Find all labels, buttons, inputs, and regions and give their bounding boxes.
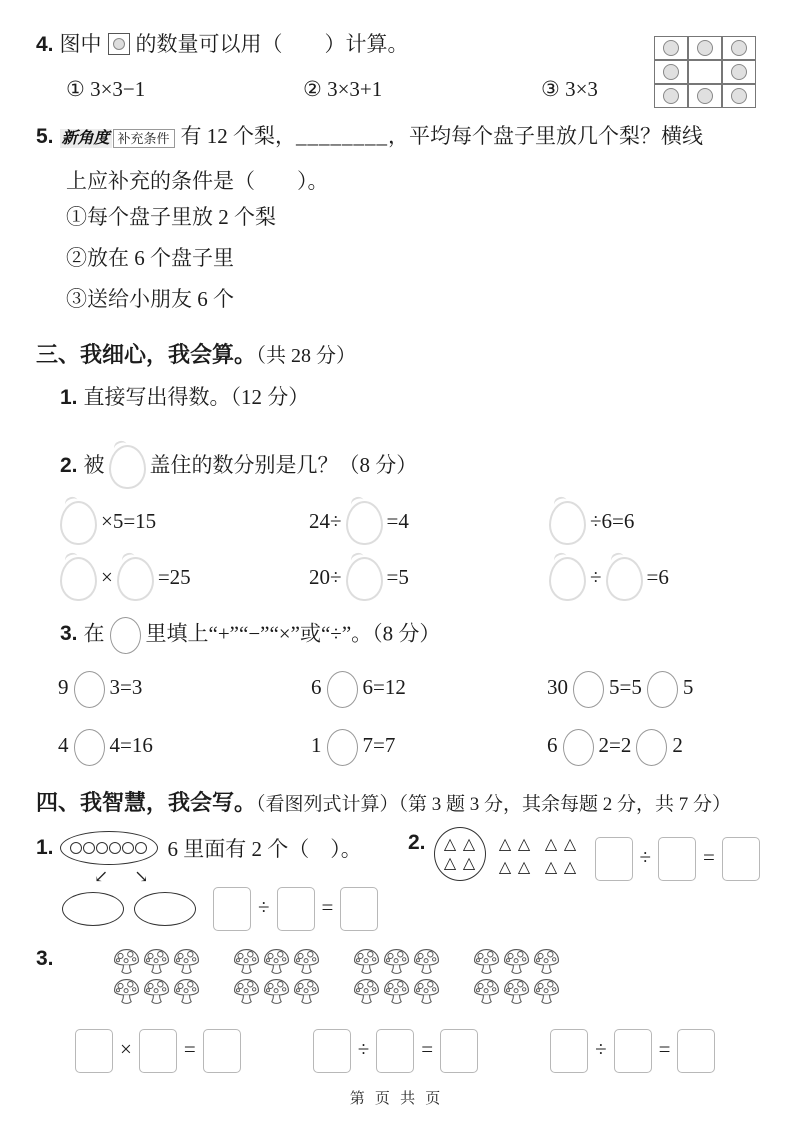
question-5-text-b: ，平均每个盘子里放几个梨？横线 bbox=[388, 124, 704, 148]
triangle-icon: △ bbox=[517, 859, 531, 876]
mushroom-icon bbox=[112, 947, 141, 976]
equation-text: 2=2 bbox=[598, 733, 632, 757]
mushroom-icon bbox=[502, 977, 531, 1006]
box-answer-placeholder[interactable] bbox=[376, 1029, 414, 1073]
triangle-icon: △ bbox=[462, 836, 476, 853]
box-answer-placeholder[interactable] bbox=[440, 1029, 478, 1073]
equation-text: 24÷ bbox=[309, 509, 342, 533]
arrow-down-right-icon: ↘ bbox=[134, 867, 149, 886]
box-answer-placeholder[interactable] bbox=[75, 1029, 113, 1073]
circle-answer-placeholder[interactable] bbox=[74, 671, 105, 708]
equation-text: 1 bbox=[311, 733, 322, 757]
grid-cell-circle bbox=[722, 36, 756, 60]
section-4-row-1 bbox=[36, 831, 765, 931]
q3-number: 3. bbox=[60, 622, 78, 646]
mushroom-icon bbox=[472, 977, 501, 1006]
circle-answer-placeholder[interactable] bbox=[647, 671, 678, 708]
triangle-icon: △ bbox=[563, 859, 577, 876]
equation bbox=[306, 1029, 485, 1073]
peach-answer-placeholder[interactable] bbox=[60, 557, 97, 601]
q1-diagram-bottom bbox=[62, 887, 408, 931]
circle-icon bbox=[697, 88, 713, 104]
equation bbox=[68, 1029, 248, 1073]
mushroom-group bbox=[352, 947, 442, 1007]
box-answer-placeholder[interactable] bbox=[277, 887, 315, 931]
mushroom-icon bbox=[472, 947, 501, 976]
arrow-down-left-icon: ↙ bbox=[94, 867, 109, 886]
section-3-title-bold: 三、我细心，我会算。 bbox=[36, 342, 257, 367]
equation bbox=[309, 551, 545, 603]
box-answer-placeholder[interactable] bbox=[213, 887, 251, 931]
equation-text: =6 bbox=[646, 565, 669, 589]
question-5-option-3: ③送给小朋友 6 个 bbox=[66, 287, 234, 311]
peach-cover-icon bbox=[109, 445, 146, 489]
triangle-group bbox=[542, 835, 580, 881]
equation-text: 3=3 bbox=[109, 675, 143, 699]
mushroom-icon bbox=[292, 977, 321, 1006]
triangle-icon: △ bbox=[544, 836, 558, 853]
equation bbox=[56, 551, 309, 603]
dot-icon bbox=[96, 842, 108, 854]
peach-answer-placeholder[interactable] bbox=[60, 501, 97, 545]
equation-text: = bbox=[703, 844, 715, 869]
grid-cell-circle bbox=[654, 36, 688, 60]
mushroom-group bbox=[472, 947, 562, 1007]
option-2: ② 3×3+1 bbox=[303, 77, 383, 101]
equation bbox=[545, 551, 765, 603]
equation bbox=[56, 495, 309, 547]
equation-text: 9 bbox=[58, 675, 69, 699]
circle-answer-placeholder[interactable] bbox=[74, 729, 105, 766]
circle-answer-placeholder[interactable] bbox=[573, 671, 604, 708]
equation-text: ×5=15 bbox=[101, 509, 157, 533]
mushroom-icon bbox=[172, 947, 201, 976]
box-answer-placeholder[interactable] bbox=[595, 837, 633, 881]
question-5 bbox=[36, 120, 765, 320]
equation-text: ÷ bbox=[258, 894, 270, 919]
q2-number: 2. bbox=[60, 453, 78, 477]
equation-text: ÷ bbox=[639, 844, 652, 869]
circle-icon bbox=[663, 88, 679, 104]
mushroom-icon bbox=[532, 947, 561, 976]
equation-text: 5 bbox=[682, 675, 694, 699]
split-arrows bbox=[94, 867, 408, 887]
section-3-title-rest: （共 28 分） bbox=[256, 345, 357, 367]
group-oval bbox=[60, 831, 158, 865]
equation-text: = bbox=[183, 1036, 196, 1061]
question-5-option-2: ②放在 6 个盘子里 bbox=[66, 246, 234, 270]
peach-answer-placeholder[interactable] bbox=[549, 501, 586, 545]
triangle-icon: △ bbox=[498, 859, 512, 876]
mushroom-icon bbox=[382, 977, 411, 1006]
grid-cell-empty bbox=[688, 60, 722, 84]
circle-answer-placeholder[interactable] bbox=[636, 729, 667, 766]
dot-icon bbox=[109, 842, 121, 854]
equation-text: ÷ bbox=[357, 1036, 370, 1061]
condition-badge: 补充条件 bbox=[113, 129, 175, 148]
equation-text: = bbox=[658, 1036, 671, 1061]
mushroom-icon bbox=[292, 947, 321, 976]
circle-glyph bbox=[113, 38, 125, 50]
equation-text: 6 bbox=[547, 733, 558, 757]
section-4-title-rest: （看图列式计算）（第 3 题 3 分，其余每题 2 分，共 7 分） bbox=[256, 794, 732, 815]
mushroom-icon bbox=[142, 947, 171, 976]
option-3: ③ 3×3 bbox=[541, 77, 598, 101]
equation-text: 5=5 bbox=[609, 675, 642, 699]
triangle-group bbox=[496, 835, 534, 881]
question-5-option-1: ①每个盘子里放 2 个梨 bbox=[66, 205, 276, 229]
peach-answer-placeholder[interactable] bbox=[346, 501, 383, 545]
triangle-icon: △ bbox=[462, 855, 476, 872]
s4-q3-number: 3. bbox=[36, 947, 54, 970]
grid-cell-circle bbox=[654, 84, 688, 108]
section-3-title bbox=[36, 338, 765, 369]
q2-label-post: 盖住的数分别是几？（8 分） bbox=[149, 452, 418, 477]
equation bbox=[309, 495, 545, 547]
mushroom-icon bbox=[352, 977, 381, 1006]
empty-oval bbox=[62, 892, 124, 926]
new-angle-badge: 新角度 bbox=[61, 130, 110, 147]
fill-blank[interactable]: ________ bbox=[296, 124, 389, 148]
box-answer-placeholder[interactable] bbox=[203, 1029, 241, 1073]
circle-icon bbox=[697, 40, 713, 56]
mushroom-icon bbox=[262, 947, 291, 976]
s4-q2-number: 2. bbox=[408, 831, 426, 854]
question-5-line2: 上应补充的条件是（ ）。 bbox=[66, 169, 329, 193]
box-answer-placeholder[interactable] bbox=[722, 837, 760, 881]
mushroom-icon bbox=[352, 947, 381, 976]
dot-icon bbox=[135, 842, 147, 854]
q1-label-text: 直接写出得数。（12 分） bbox=[83, 385, 310, 409]
triangle-icon: △ bbox=[563, 836, 577, 853]
triangle-icon: △ bbox=[443, 855, 457, 872]
equation-text: ÷ bbox=[590, 565, 602, 589]
equation-text: 7=7 bbox=[362, 733, 396, 757]
question-5-number: 5. bbox=[36, 125, 54, 148]
section-4-q3-equations bbox=[68, 1029, 765, 1073]
equation-text: = bbox=[321, 894, 334, 919]
question-4-text-post: 的数量可以用（ ）计算。 bbox=[135, 32, 409, 56]
equation bbox=[588, 837, 767, 881]
peach-answer-placeholder[interactable] bbox=[549, 557, 586, 601]
equation-text: =25 bbox=[157, 565, 191, 589]
question-4-number: 4. bbox=[36, 33, 54, 56]
section-3-q1-label bbox=[60, 381, 765, 411]
dot-icon bbox=[70, 842, 82, 854]
mushroom-groups bbox=[112, 947, 562, 1007]
mushroom-group bbox=[232, 947, 322, 1007]
page-footer: 第 页 共 页 bbox=[349, 1090, 444, 1107]
equation-text: × bbox=[120, 1036, 132, 1061]
equation-text: 6=12 bbox=[362, 675, 406, 699]
equation bbox=[311, 664, 547, 710]
question-4-text-pre: 图中 bbox=[59, 32, 102, 56]
box-answer-placeholder[interactable] bbox=[550, 1029, 588, 1073]
grid-cell-circle bbox=[688, 84, 722, 108]
circle-in-box-icon bbox=[108, 33, 130, 55]
equation bbox=[58, 664, 311, 710]
triangle-icon: △ bbox=[498, 836, 512, 853]
triangle-group-circled bbox=[434, 827, 486, 881]
circle-icon bbox=[731, 88, 747, 104]
circle-icon bbox=[663, 40, 679, 56]
mushroom-icon bbox=[232, 947, 261, 976]
equation bbox=[311, 722, 547, 768]
peach-answer-placeholder[interactable] bbox=[117, 557, 154, 601]
equation-text: 2 bbox=[672, 733, 683, 757]
box-answer-placeholder[interactable] bbox=[340, 887, 378, 931]
circle-answer-placeholder[interactable] bbox=[563, 729, 594, 766]
question-5-text-a: 有 12 个梨， bbox=[180, 124, 297, 148]
circle-icon bbox=[731, 64, 747, 80]
box-answer-placeholder[interactable] bbox=[677, 1029, 715, 1073]
equation-text: =5 bbox=[386, 565, 409, 589]
equation bbox=[547, 664, 765, 710]
grid-cell-circle bbox=[722, 84, 756, 108]
dot-icon bbox=[122, 842, 134, 854]
triangle-groups bbox=[432, 831, 588, 881]
equation bbox=[543, 1029, 722, 1073]
dot-icon bbox=[83, 842, 95, 854]
operator-circle-icon bbox=[110, 617, 141, 654]
equation-text: 30 bbox=[547, 675, 568, 699]
mushroom-icon bbox=[142, 977, 171, 1006]
mushroom-icon bbox=[262, 977, 291, 1006]
mushroom-icon bbox=[112, 977, 141, 1006]
circle-icon bbox=[731, 40, 747, 56]
question-5-line1 bbox=[36, 120, 765, 155]
mushroom-icon bbox=[382, 947, 411, 976]
grid-cell-circle bbox=[654, 60, 688, 84]
section-4-title-bold: 四、我智慧，我会写。 bbox=[36, 790, 257, 815]
peach-answer-placeholder[interactable] bbox=[606, 557, 643, 601]
equation bbox=[206, 887, 385, 931]
equation-text: × bbox=[101, 565, 113, 589]
box-answer-placeholder[interactable] bbox=[614, 1029, 652, 1073]
mushroom-icon bbox=[412, 977, 441, 1006]
q3-label-post: 里填上“+”“−”“×”或“÷”。（8 分） bbox=[145, 621, 441, 646]
q1-number: 1. bbox=[60, 386, 78, 409]
section-3-q2-label bbox=[60, 445, 765, 489]
box-answer-placeholder[interactable] bbox=[313, 1029, 351, 1073]
section-4-question-1 bbox=[36, 831, 408, 931]
circle-icon bbox=[663, 64, 679, 80]
equation-text: 6 bbox=[311, 675, 322, 699]
triangle-icon: △ bbox=[443, 836, 457, 853]
equation-text: = bbox=[421, 1036, 434, 1061]
q1-diagram-top bbox=[36, 831, 408, 865]
circle-answer-placeholder[interactable] bbox=[327, 671, 358, 708]
covered-number-equations bbox=[56, 495, 765, 603]
option-1: ① 3×3−1 bbox=[66, 77, 146, 101]
grid-cell-circle bbox=[688, 36, 722, 60]
equation bbox=[58, 722, 311, 768]
equation-text: 4=16 bbox=[109, 733, 153, 757]
peach-answer-placeholder[interactable] bbox=[346, 557, 383, 601]
circle-count-grid bbox=[654, 36, 756, 108]
s4-q1-number: 1. bbox=[36, 836, 54, 859]
section-4-question-3 bbox=[36, 947, 765, 1007]
circle-answer-placeholder[interactable] bbox=[327, 729, 358, 766]
equation bbox=[547, 722, 765, 768]
section-4-question-2 bbox=[408, 831, 767, 881]
mushroom-icon bbox=[232, 977, 261, 1006]
equation-text: 4 bbox=[58, 733, 69, 757]
mushroom-icon bbox=[412, 947, 441, 976]
equation-text: 20÷ bbox=[309, 565, 342, 589]
mushroom-icon bbox=[532, 977, 561, 1006]
empty-oval bbox=[134, 892, 196, 926]
mushroom-icon bbox=[172, 977, 201, 1006]
q3-label-pre: 在 bbox=[83, 621, 105, 646]
box-answer-placeholder[interactable] bbox=[658, 837, 696, 881]
s4-q1-text: 6 里面有 2 个（ ）。 bbox=[167, 837, 362, 861]
equation-text: ÷6=6 bbox=[590, 509, 635, 533]
triangle-icon: △ bbox=[517, 836, 531, 853]
equation bbox=[545, 495, 765, 547]
section-4-title bbox=[36, 786, 765, 817]
box-answer-placeholder[interactable] bbox=[139, 1029, 177, 1073]
mushroom-icon bbox=[502, 947, 531, 976]
operator-fill-equations bbox=[58, 664, 765, 768]
section-3-q3-label bbox=[60, 617, 765, 654]
equation-text: ÷ bbox=[595, 1036, 607, 1061]
triangle-icon: △ bbox=[544, 859, 558, 876]
q2-label-pre: 被 bbox=[83, 452, 105, 477]
grid-cell-circle bbox=[722, 60, 756, 84]
equation-text: =4 bbox=[386, 509, 409, 533]
mushroom-group bbox=[112, 947, 202, 1007]
